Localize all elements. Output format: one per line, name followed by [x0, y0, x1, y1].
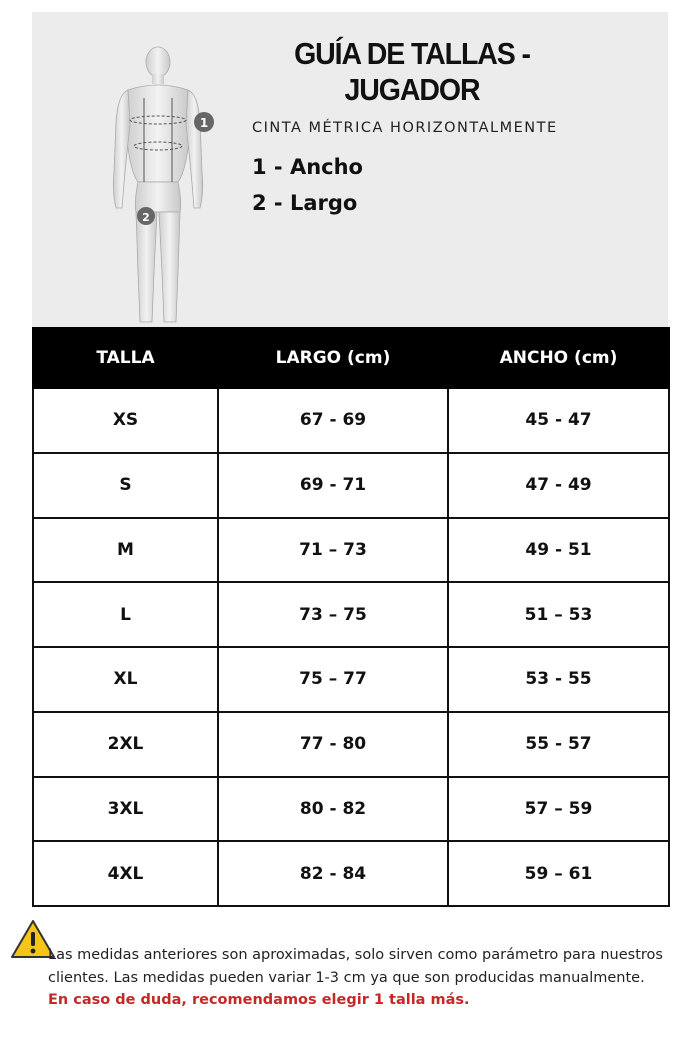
largo-cell: 82 - 84 — [218, 841, 448, 906]
ancho-cell: 51 – 53 — [448, 582, 669, 647]
size-cell: 4XL — [33, 841, 218, 906]
marker-2-label: 2 — [142, 211, 150, 224]
largo-cell: 75 – 77 — [218, 647, 448, 712]
table-row — [33, 453, 669, 518]
size-cell: M — [33, 518, 218, 583]
size-cell: 2XL — [33, 712, 218, 777]
table-row — [33, 518, 669, 583]
marker-1-label: 1 — [199, 116, 209, 130]
largo-cell: 69 - 71 — [218, 453, 448, 518]
disclaimer-text: Las medidas anteriores son aproximadas, solo sirven como parámetro para nuestros clientes. Las medidas pueden variar 1-3 cm ya que son producidas manualmente. — [48, 947, 663, 986]
size-cell: 3XL — [33, 777, 218, 842]
disclaimer-highlight: En caso de duda, recomendamos elegir 1 talla más. — [48, 992, 470, 1008]
table-row — [33, 777, 669, 842]
column-header-ancho: ANCHO (cm) — [448, 328, 669, 388]
ancho-cell: 47 - 49 — [448, 453, 669, 518]
size-cell: XL — [33, 647, 218, 712]
size-cell: S — [33, 453, 218, 518]
ancho-cell: 57 – 59 — [448, 777, 669, 842]
table-row — [33, 841, 669, 906]
size-table — [32, 327, 670, 907]
body-figure-illustration — [82, 32, 222, 328]
ancho-cell: 53 - 55 — [448, 647, 669, 712]
largo-cell: 67 - 69 — [218, 388, 448, 453]
largo-cell: 73 – 75 — [218, 582, 448, 647]
table-row — [33, 647, 669, 712]
largo-cell: 71 – 73 — [218, 518, 448, 583]
column-header-largo: LARGO (cm) — [218, 328, 448, 388]
legend-item-ancho: 1 - Ancho — [252, 155, 363, 179]
legend-item-largo: 2 - Largo — [252, 191, 358, 215]
table-header-row — [33, 328, 669, 388]
ancho-cell: 45 - 47 — [448, 388, 669, 453]
largo-cell: 80 - 82 — [218, 777, 448, 842]
size-cell: L — [33, 582, 218, 647]
ancho-cell: 55 - 57 — [448, 712, 669, 777]
column-header-talla: TALLA — [33, 328, 218, 388]
header-panel — [32, 12, 668, 328]
disclaimer-notice — [48, 944, 668, 1012]
ancho-cell: 49 - 51 — [448, 518, 669, 583]
table-row — [33, 712, 669, 777]
table-row — [33, 582, 669, 647]
size-cell: XS — [33, 388, 218, 453]
largo-cell: 77 - 80 — [218, 712, 448, 777]
ancho-cell: 59 – 61 — [448, 841, 669, 906]
measuring-instruction: CINTA MÉTRICA HORIZONTALMENTE — [252, 120, 558, 136]
table-row — [33, 388, 669, 453]
page-title: GUÍA DE TALLAS - JUGADOR — [294, 36, 530, 107]
